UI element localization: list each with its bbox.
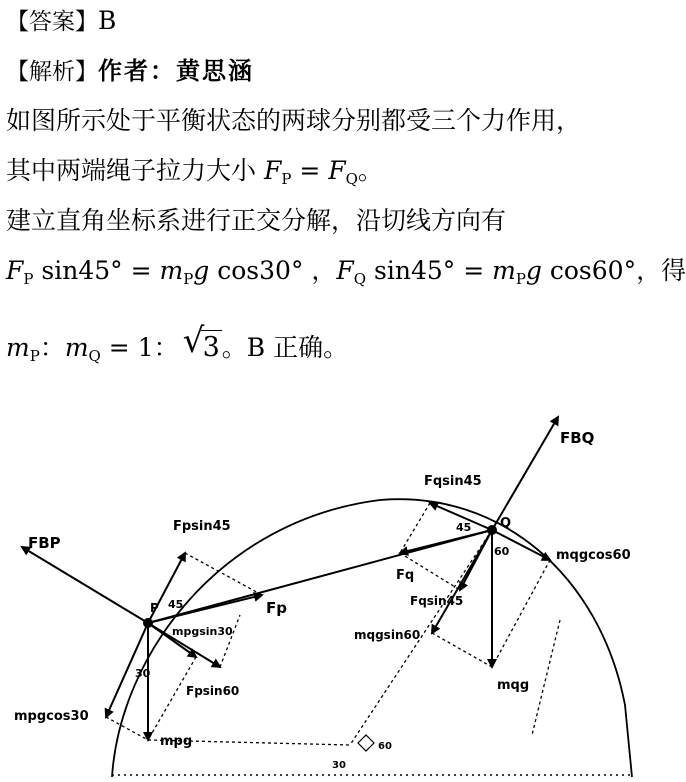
p-dotted-4 (220, 615, 240, 667)
period: 。 (357, 156, 383, 185)
subscript: P (281, 170, 292, 188)
mass-symbol: m (64, 333, 89, 362)
label-fbq: FBQ (560, 429, 595, 447)
label-fpsin60: Fpsin60 (186, 684, 240, 698)
label-mqg: mqg (497, 678, 530, 693)
eq-text: cos60°，得 (541, 256, 686, 285)
p-dotted-2 (148, 657, 196, 740)
force-symbol: F (6, 256, 24, 285)
label-fqsin45-b: Fqsin45 (410, 594, 464, 608)
analysis-line (6, 56, 254, 87)
subscript: Q (88, 347, 101, 365)
author-name: 黄思涵 (176, 57, 254, 85)
sqrt-radicand: 3 (202, 332, 220, 363)
g-symbol: g (193, 256, 210, 285)
answer-value: B (98, 6, 117, 35)
q-dotted-4 (400, 503, 430, 553)
force-diagram (0, 405, 654, 782)
right-angle-mark (358, 735, 374, 751)
eq-text: cos30° ， (209, 256, 337, 285)
l4-pre: 其中两端绳子拉力大小 (6, 156, 264, 185)
conclusion: 。B 正确。 (221, 333, 349, 362)
answer-bracket: 【答案】 (6, 9, 98, 35)
label-mqgsin60: mqgsin60 (354, 628, 421, 642)
subscript: P (23, 270, 34, 288)
mqgsin60-arrow (432, 530, 492, 633)
subscript: Q (345, 170, 358, 188)
ball-q (487, 525, 497, 535)
mass-symbol: m (159, 256, 184, 285)
label-angle45-q: 45 (456, 521, 472, 534)
label-mpgcos30: mpgcos30 (14, 709, 89, 724)
equals: = (291, 156, 329, 185)
label-angle60-c: 60 (378, 741, 392, 752)
fq-arrow (400, 530, 492, 553)
analysis-bracket: 【解析】 (6, 59, 98, 85)
fbp-arrow (22, 547, 148, 623)
q-dotted-6 (532, 620, 560, 735)
equation-line (6, 256, 686, 286)
eq-text: sin45° = (366, 256, 493, 285)
ball-p (143, 618, 153, 628)
eq-text: sin45° = (33, 256, 160, 285)
p-dotted-1 (185, 553, 262, 595)
fbq-arrow (492, 417, 558, 530)
fp-arrow (148, 595, 262, 623)
label-fqsin45: Fqsin45 (424, 474, 482, 489)
radical-sign-icon: √ (182, 321, 205, 361)
label-mqgcos60: mqgcos60 (556, 548, 631, 563)
q-dotted-2 (492, 560, 550, 667)
answer-line (6, 6, 116, 37)
g-symbol: g (525, 256, 542, 285)
label-mpg: mpg (160, 734, 193, 749)
label-angle30-c: 30 (332, 760, 346, 771)
explanation-text-3: 建立直角坐标系进行正交分解，沿切线方向有 (6, 206, 507, 235)
mass-symbol: m (492, 256, 516, 285)
subscript: P (183, 270, 194, 288)
explanation-text-1: 如图所示处于平衡状态的两球分别都受三个力作用， (6, 106, 582, 135)
label-fp: Fp (266, 599, 287, 617)
label-q: Q (500, 516, 512, 531)
p-dotted-3 (106, 717, 148, 740)
label-fpsin45: Fpsin45 (173, 519, 231, 534)
author-label: 作者： (98, 57, 176, 85)
label-angle30-p: 30 (135, 667, 151, 680)
label-fbp: FBP (28, 534, 61, 552)
label-fq: Fq (396, 568, 415, 583)
ratio-line (6, 321, 349, 365)
sqrt-expression (182, 321, 222, 363)
subscript: Q (353, 270, 367, 288)
force-symbol: F (328, 156, 346, 185)
colon: ： (39, 333, 65, 362)
label-angle60-q: 60 (494, 545, 510, 558)
subscript: P (515, 270, 526, 288)
label-p: P (150, 601, 159, 615)
explanation-line-3 (6, 206, 506, 236)
rope-line (148, 530, 492, 623)
force-symbol: F (336, 256, 354, 285)
label-angle45-p: 45 (168, 598, 184, 611)
mass-symbol: m (6, 333, 30, 362)
q-dotted-1 (432, 633, 492, 667)
force-symbol: F (263, 156, 282, 185)
label-mpgsin30: mpgsin30 (172, 625, 233, 638)
explanation-line-2 (6, 156, 383, 186)
explanation-line-1 (6, 106, 581, 136)
ratio-eq: = 1： (100, 333, 179, 362)
subscript: P (29, 347, 40, 365)
